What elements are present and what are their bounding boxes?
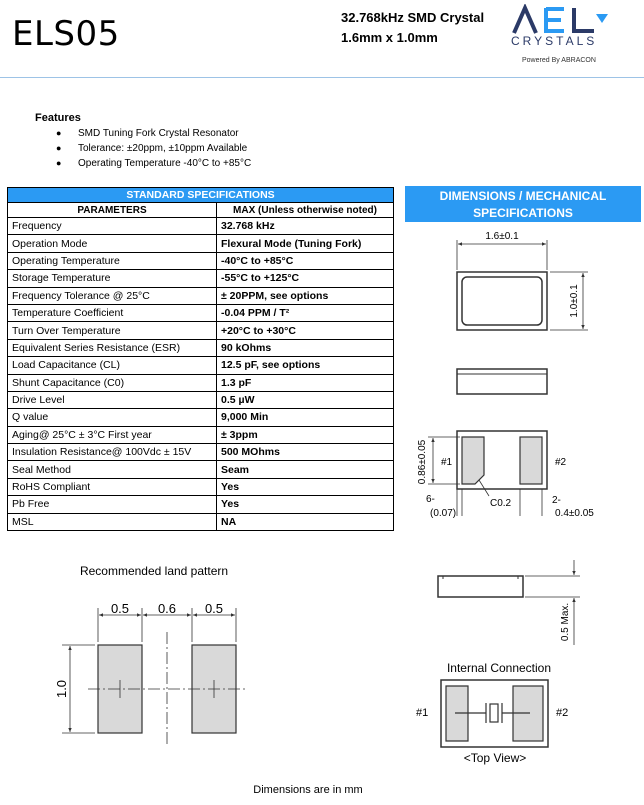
top-view-label: <Top View> (463, 751, 527, 765)
dim-2-label: 2- (552, 495, 561, 506)
table-row (8, 374, 394, 391)
features-heading: Features (35, 112, 81, 124)
param-cell: Seal Method (8, 461, 217, 478)
table-row (8, 322, 394, 339)
dim-pad-height: 0.86±0.05 (417, 439, 428, 485)
table-row (8, 270, 394, 287)
land-height: 1.0 (54, 679, 69, 699)
table-row (8, 496, 394, 513)
dimensions-banner-line1: DIMENSIONS / MECHANICAL (439, 189, 607, 203)
value-cell: 0.5 µW (217, 391, 394, 408)
table-row (8, 339, 394, 356)
value-cell: NA (217, 513, 394, 530)
table-row (8, 461, 394, 478)
product-size: 1.6mm x 1.0mm (341, 30, 438, 45)
table-row (8, 235, 394, 252)
value-cell: Yes (217, 478, 394, 495)
value-cell: 32.768 kHz (217, 218, 394, 235)
value-cell: Seam (217, 461, 394, 478)
table-banner-row (8, 188, 394, 203)
table-row (8, 426, 394, 443)
param-cell: Q value (8, 409, 217, 426)
footer-note: Dimensions are in mm (253, 784, 363, 796)
table-row (8, 444, 394, 461)
feature-item: ● Tolerance: ±20ppm, ±10ppm Available (56, 143, 248, 154)
top-view-drawing (457, 240, 588, 330)
value-cell: ± 20PPM, see options (217, 287, 394, 304)
value-cell: 1.3 pF (217, 374, 394, 391)
spec-table (7, 187, 394, 531)
internal-connection-drawing (441, 680, 548, 747)
land-pattern-title: Recommended land pattern (79, 564, 229, 578)
land-width-1: 0.5 (110, 601, 130, 616)
table-row (8, 287, 394, 304)
powered-by: Powered By ABRACON (522, 57, 596, 64)
col-header-parameters: PARAMETERS (8, 203, 217, 218)
dim-007-label: (0.07) (430, 508, 457, 519)
table-header-row (8, 203, 394, 218)
bottom-pad1-label: #1 (441, 457, 453, 468)
dim-top-height: 1.0±0.1 (569, 284, 580, 318)
param-cell: Aging@ 25°C ± 3°C First year (8, 426, 217, 443)
param-cell: Equivalent Series Resistance (ESR) (8, 339, 217, 356)
height-view-drawing (438, 560, 580, 645)
param-cell: Pb Free (8, 496, 217, 513)
dim-top-width: 1.6±0.1 (485, 231, 519, 242)
value-cell: ± 3ppm (217, 426, 394, 443)
value-cell: -40°C to +85°C (217, 252, 394, 269)
ic-pin2-label: #2 (556, 707, 569, 719)
ic-pin1-label: #1 (416, 707, 429, 719)
land-width-2: 0.5 (204, 601, 224, 616)
land-pattern-drawing (62, 608, 245, 745)
header-divider (0, 77, 644, 78)
feature-item: ● Operating Temperature -40°C to +85°C (56, 158, 252, 169)
chamfer-label: C0.2 (490, 498, 512, 509)
value-cell: Yes (217, 496, 394, 513)
logo-text: CRYSTALS (511, 34, 598, 48)
product-subtitle: 32.768kHz SMD Crystal (341, 10, 485, 25)
param-cell: RoHS Compliant (8, 478, 217, 495)
bottom-pad2-label: #2 (555, 457, 567, 468)
param-cell: Operating Temperature (8, 252, 217, 269)
table-row (8, 409, 394, 426)
param-cell: Operation Mode (8, 235, 217, 252)
value-cell: 500 MOhms (217, 444, 394, 461)
dimensions-banner (405, 186, 641, 222)
value-cell: -0.04 PPM / T² (217, 304, 394, 321)
value-cell: 90 kOhms (217, 339, 394, 356)
table-row (8, 391, 394, 408)
param-cell: MSL (8, 513, 217, 530)
param-cell: Insulation Resistance@ 100Vdc ± 15V (8, 444, 217, 461)
value-cell: +20°C to +30°C (217, 322, 394, 339)
table-banner: STANDARD SPECIFICATIONS (8, 188, 394, 203)
param-cell: Drive Level (8, 391, 217, 408)
param-cell: Temperature Coefficient (8, 304, 217, 321)
internal-connection-title: Internal Connection (446, 661, 552, 675)
dim-04-label: 0.4±0.05 (555, 508, 594, 519)
document-title: ELS05 (12, 14, 120, 54)
dim-max-height: 0.5 Max. (560, 602, 571, 642)
value-cell: Flexural Mode (Tuning Fork) (217, 235, 394, 252)
param-cell: Load Capacitance (CL) (8, 357, 217, 374)
value-cell: 12.5 pF, see options (217, 357, 394, 374)
side-view-drawing (457, 369, 547, 394)
param-cell: Shunt Capacitance (C0) (8, 374, 217, 391)
value-cell: -55°C to +125°C (217, 270, 394, 287)
table-row (8, 513, 394, 530)
table-row (8, 478, 394, 495)
col-header-max: MAX (Unless otherwise noted) (217, 203, 394, 218)
table-row (8, 357, 394, 374)
feature-item: ● SMD Tuning Fork Crystal Resonator (56, 128, 239, 139)
ael-logo-mark (512, 4, 612, 36)
land-gap: 0.6 (157, 601, 177, 616)
param-cell: Turn Over Temperature (8, 322, 217, 339)
table-row (8, 218, 394, 235)
param-cell: Frequency (8, 218, 217, 235)
table-row (8, 252, 394, 269)
param-cell: Frequency Tolerance @ 25°C (8, 287, 217, 304)
value-cell: 9,000 Min (217, 409, 394, 426)
dimensions-banner-line2: SPECIFICATIONS (473, 206, 573, 220)
table-row (8, 304, 394, 321)
param-cell: Storage Temperature (8, 270, 217, 287)
dim-6-label: 6- (426, 494, 435, 505)
bottom-view-drawing (428, 431, 547, 516)
